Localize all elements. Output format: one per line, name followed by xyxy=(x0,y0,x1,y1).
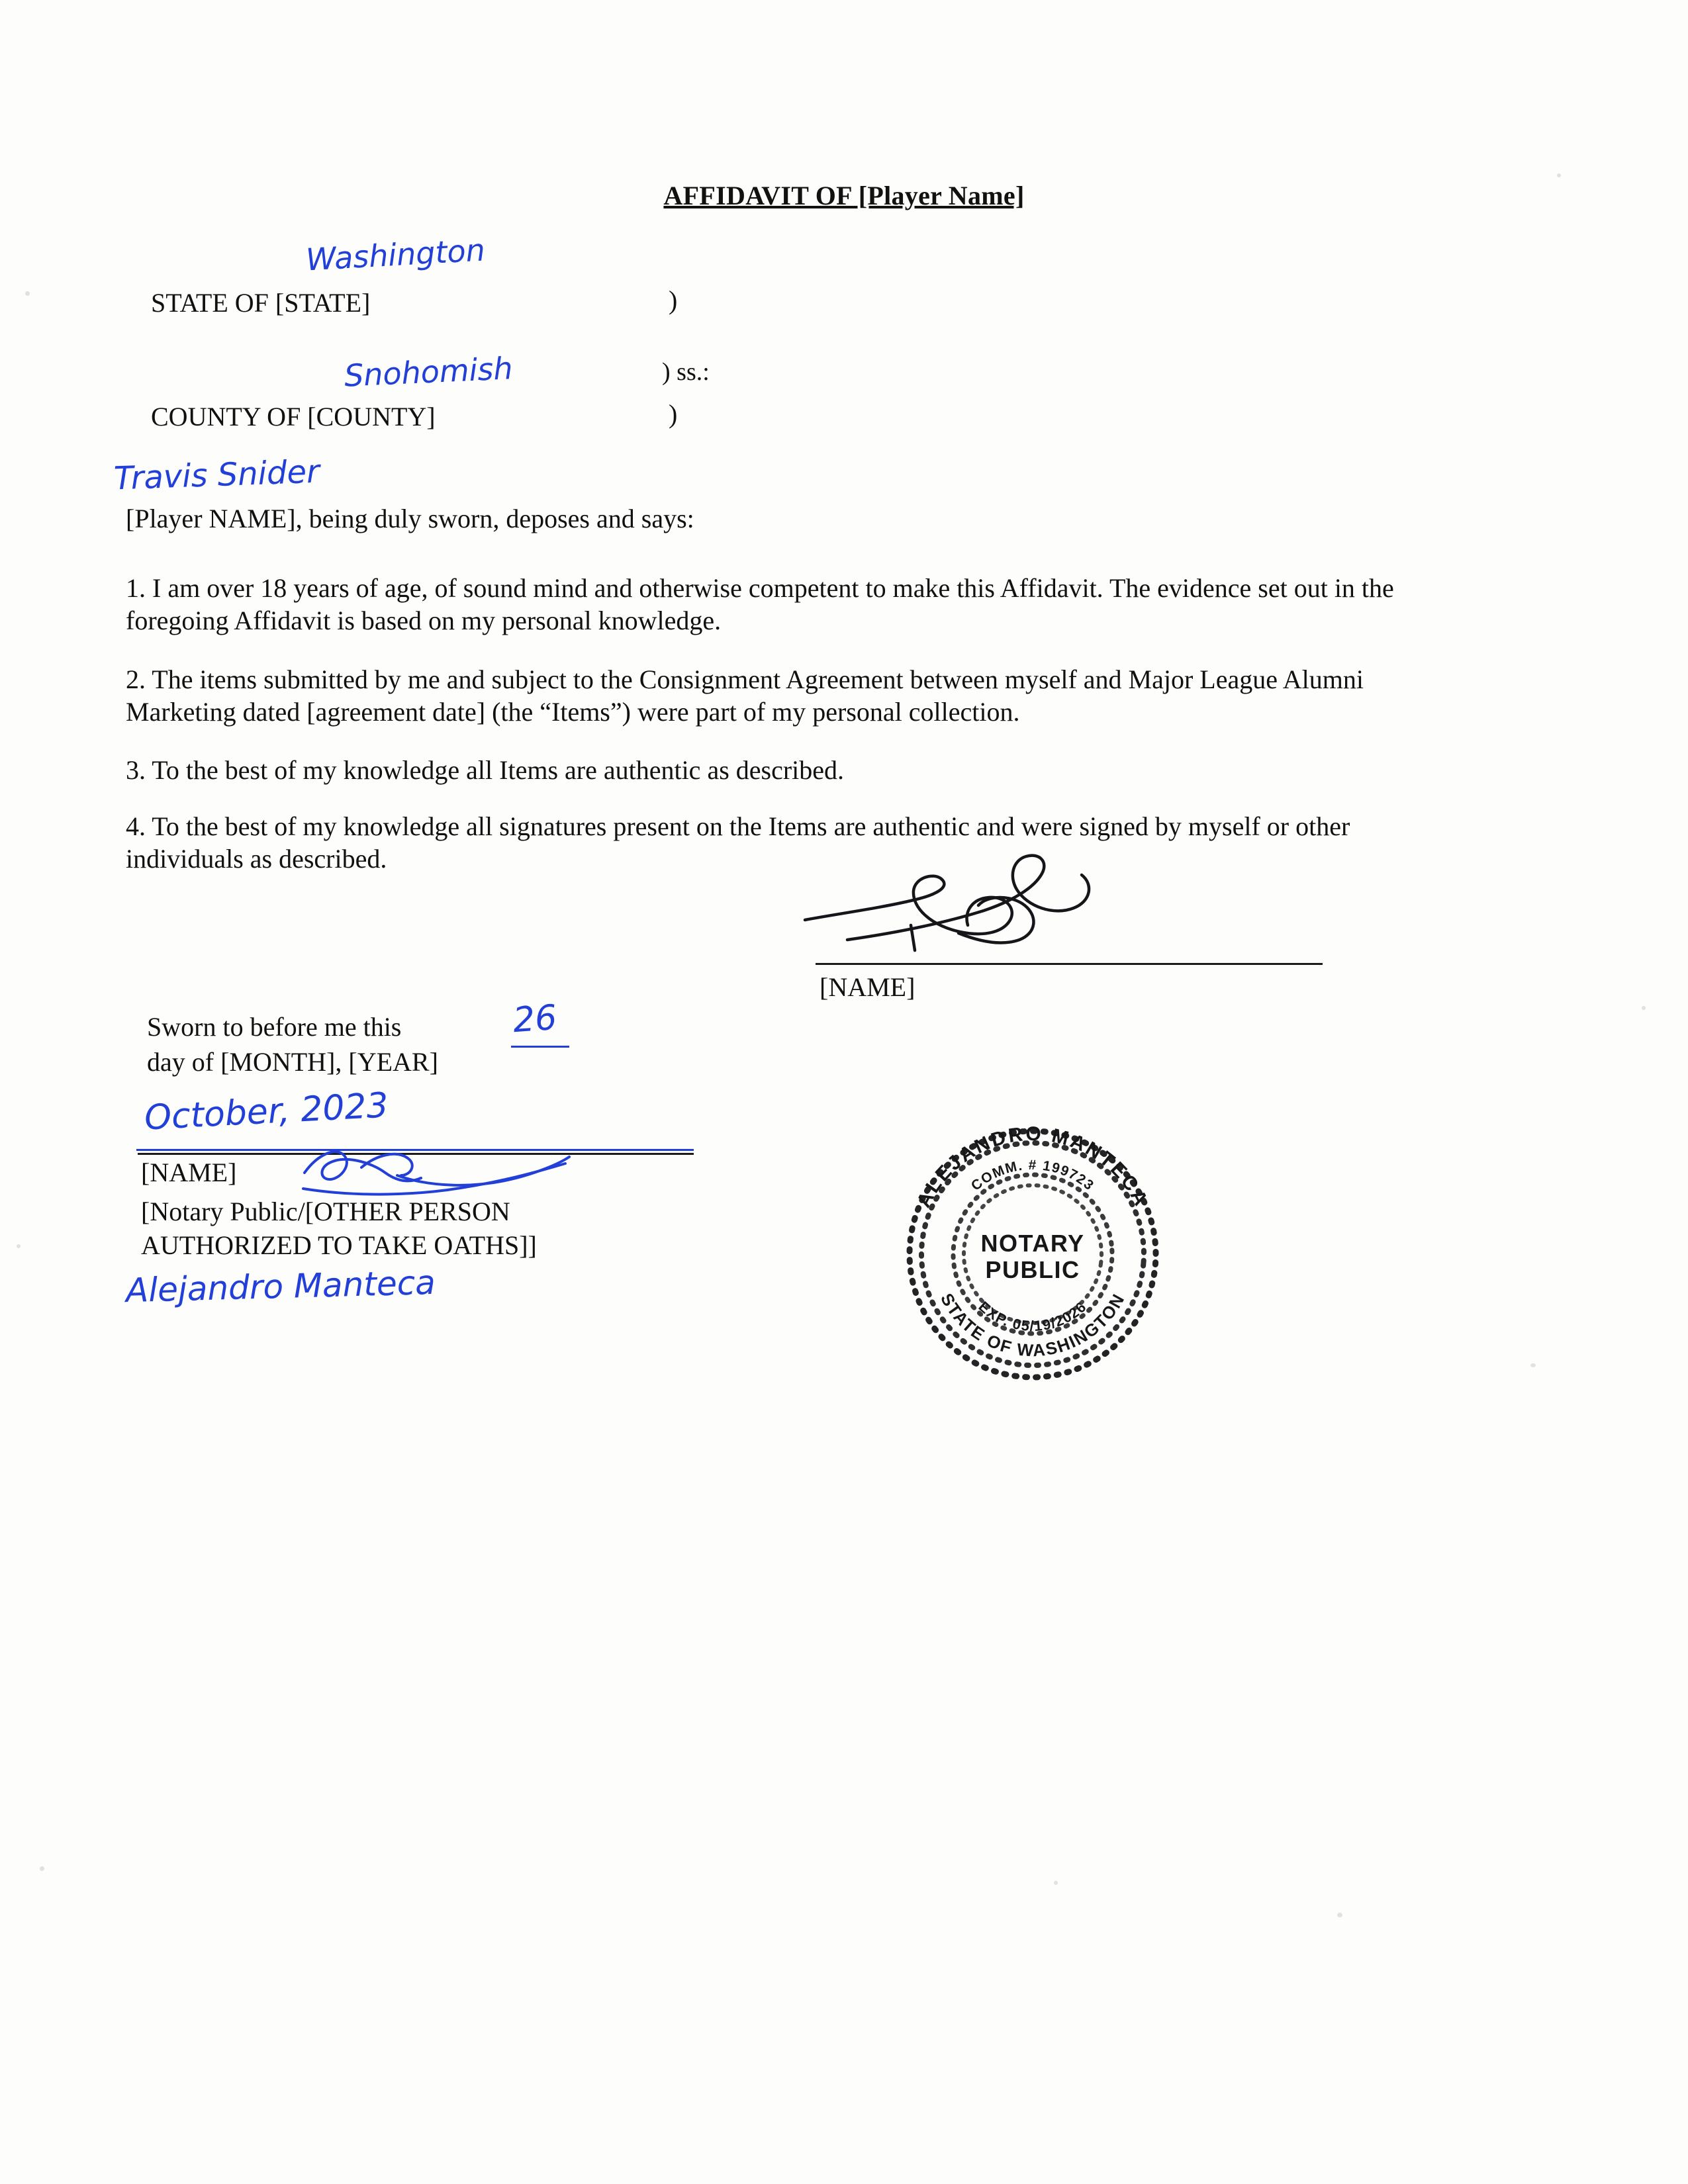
stamp-expiration-text: EXP. 05/19/2026 xyxy=(975,1298,1090,1335)
notary-seal-stamp xyxy=(887,1109,1178,1400)
scan-speck xyxy=(1054,1881,1058,1885)
stamp-title-line-1: NOTARY xyxy=(980,1230,1085,1257)
scan-speck xyxy=(1642,1006,1646,1010)
handwritten-notary-name: Alejandro Manteca xyxy=(125,1263,436,1310)
stamp-state-text: STATE OF WASHINGTON xyxy=(937,1289,1129,1361)
stamp-name-text: ALEJANDRO MANTECA xyxy=(912,1122,1153,1211)
affiant-signature-mark xyxy=(801,847,1145,979)
affidavit-paragraph-3: 3. To the best of my knowledge all Items are authentic as described. xyxy=(126,755,845,785)
sworn-line-1: Sworn to before me this xyxy=(147,1012,402,1042)
notary-name-placeholder: [NAME] xyxy=(141,1158,237,1187)
notary-signature-mark xyxy=(298,1132,576,1211)
venue-paren-top: ) xyxy=(669,285,678,315)
stamp-commission-text: COMM. # 199723 xyxy=(968,1157,1098,1194)
scan-speck xyxy=(1530,1363,1536,1367)
county-label: COUNTY OF [COUNTY] xyxy=(151,402,436,432)
scan-speck xyxy=(40,1866,44,1871)
scan-speck xyxy=(17,1244,21,1248)
affidavit-paragraph-4: 4. To the best of my knowledge all signatures present on the Items are authentic and were signed by myself or other individuals as described. xyxy=(126,811,1350,874)
notary-role-line-1: [Notary Public/[OTHER PERSON xyxy=(141,1197,510,1226)
handwritten-county: Snohomish xyxy=(343,350,514,394)
handwritten-month-year: October, 2023 xyxy=(143,1085,390,1138)
page-title: AFFIDAVIT OF [Player Name] xyxy=(663,181,1025,210)
handwritten-day-underline xyxy=(511,1046,569,1048)
sworn-line-2: day of [MONTH], [YEAR] xyxy=(147,1047,438,1077)
scan-speck xyxy=(25,291,30,296)
state-label: STATE OF [STATE] xyxy=(151,288,371,318)
deposes-line: [Player NAME], being duly sworn, deposes and says: xyxy=(126,504,694,533)
scan-speck xyxy=(1337,1913,1342,1917)
venue-ss-marker: ) ss.: xyxy=(662,358,710,386)
signature-name-placeholder: [NAME] xyxy=(820,972,915,1002)
venue-paren-bottom: ) xyxy=(669,399,678,429)
affidavit-paragraph-1: 1. I am over 18 years of age, of sound mind and otherwise competent to make this Affidavit. The evidence set out in the foregoing Affidavit is based on my personal knowledge. xyxy=(126,573,1394,635)
stamp-title-line-2: PUBLIC xyxy=(985,1256,1080,1283)
affidavit-paragraph-2: 2. The items submitted by me and subject to the Consignment Agreement between myself and Major League Alumni Marketing dated [agreement date] (the “Items”) were part of my personal collection. xyxy=(126,664,1364,727)
handwritten-player-name: Travis Snider xyxy=(113,453,320,498)
sworn-statement xyxy=(147,1009,438,1079)
handwritten-day: 26 xyxy=(511,997,559,1041)
notary-role-line-2: AUTHORIZED TO TAKE OATHS]] xyxy=(141,1230,537,1261)
scan-speck xyxy=(1557,173,1561,177)
handwritten-state: Washington xyxy=(305,232,487,278)
